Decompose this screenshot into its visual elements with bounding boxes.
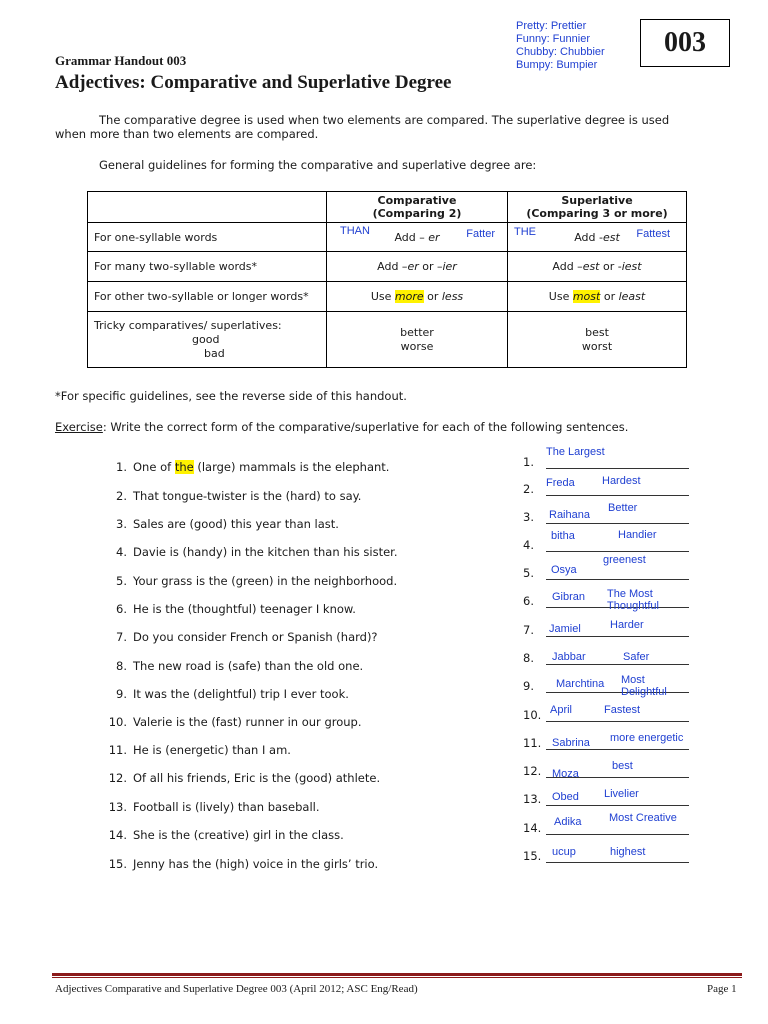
student-name: Obed (552, 791, 579, 803)
list-item (103, 687, 349, 701)
list-item (103, 800, 320, 814)
answer-number: 14. (523, 821, 542, 835)
answer-row (523, 645, 693, 665)
question-text: Sales are (good) this year than last. (133, 517, 339, 531)
answer-word: Handier (618, 529, 657, 541)
rule-word: least (618, 290, 646, 303)
comparative-cell (327, 282, 508, 312)
answer-number: 8. (523, 651, 534, 665)
list-item (103, 460, 389, 474)
list-item (103, 715, 362, 729)
rule-text: Add – (552, 260, 583, 273)
student-name: Adika (554, 816, 582, 828)
question-number: 5. (116, 574, 127, 588)
student-name: Raihana (549, 509, 590, 521)
question-number: 3. (116, 517, 127, 531)
question-number: 7. (116, 630, 127, 644)
rule-text: Use (548, 290, 573, 303)
rule-text: or (423, 290, 442, 303)
rule-text: or (600, 290, 619, 303)
answer-word: Livelier (604, 788, 639, 800)
answer-line (546, 635, 689, 637)
student-name: ucup (552, 846, 576, 858)
question-number: 2. (116, 489, 127, 503)
irregular-form: best (585, 325, 609, 339)
student-name: Osya (551, 564, 577, 576)
irregular-form: better (400, 325, 434, 339)
question-number: 11. (108, 743, 127, 757)
question-text: One of (133, 460, 175, 474)
answer-row (523, 588, 693, 612)
answer-line (546, 804, 689, 806)
answer-row (523, 673, 693, 698)
answer-word: Safer (623, 651, 650, 663)
highlighted-word: most (572, 290, 601, 303)
answer-word: The Largest (546, 446, 605, 458)
student-name: Marchtina (556, 678, 605, 690)
row-label: For many two-syllable words* (88, 252, 327, 282)
answer-word: Most Creative (609, 812, 677, 824)
suffix-text: iest (621, 260, 642, 273)
rule-text: Use (370, 290, 395, 303)
answer-row (523, 786, 693, 806)
answer-line (546, 578, 689, 580)
question-text: Valerie is the (fast) runner in our group. (133, 715, 362, 729)
question-text: Do you consider French or Spanish (hard)? (133, 630, 378, 644)
answer-word: greenest (603, 554, 646, 566)
intro-text: The comparative degree is used when two elements are compared. The superlative degree is used when more than two elements are compared. (55, 113, 670, 141)
question-number: 12. (108, 771, 127, 785)
row-label (88, 312, 327, 368)
irregular-form: worst (581, 339, 613, 353)
row-label-text: Tricky comparatives/ superlatives: (94, 318, 282, 332)
handout-number-box: 003 (640, 19, 730, 67)
student-name: bitha (551, 530, 575, 542)
question-text: Your grass is the (green) in the neighborhood. (133, 574, 398, 588)
guideline-intro: General guidelines for forming the comparative and superlative degree are: (99, 158, 537, 172)
suffix-text: est (582, 260, 600, 273)
question-number: 10. (108, 715, 127, 729)
question-number: 4. (116, 545, 127, 559)
question-number: 15. (108, 857, 127, 871)
answer-number: 1. (523, 455, 534, 469)
question-text: The new road is (safe) than the old one. (133, 659, 364, 673)
exercise-text: : Write the correct form of the comparative/superlative for each of the following sentences. (102, 420, 629, 434)
table-header-row (88, 192, 687, 223)
answer-row (523, 476, 693, 496)
rule-text: or – (418, 260, 443, 273)
comparative-cell (327, 312, 508, 368)
answer-word: highest (610, 846, 646, 858)
answer-line (546, 720, 689, 722)
question-text: That tongue-twister is the (hard) to say. (133, 489, 362, 503)
comparative-header-line1: Comparative (377, 194, 457, 207)
handwritten-notes (516, 20, 605, 72)
answer-word: Most Delightful (621, 674, 667, 698)
note-line: Bumpy: Bumpier (516, 59, 598, 71)
superlative-cell (508, 252, 687, 282)
handout-code: Grammar Handout 003 (55, 53, 187, 68)
question-number: 13. (108, 800, 127, 814)
answer-row (523, 730, 693, 750)
footer-text: Adjectives Comparative and Superlative Degree 003 (April 2012; ASC Eng/Read) (55, 983, 418, 995)
answer-line (546, 550, 689, 552)
question-text: (large) mammals is the elephant. (193, 460, 390, 474)
answer-row (523, 843, 693, 863)
superlative-cell (508, 282, 687, 312)
suffix-text: er (407, 260, 419, 273)
list-item (103, 857, 378, 871)
exercise-instruction (55, 420, 628, 434)
answer-row (523, 554, 693, 580)
guidelines-table (87, 191, 687, 368)
list-item (103, 574, 397, 588)
answer-word: more energetic (610, 732, 684, 744)
answer-row (523, 446, 693, 469)
answer-line (546, 494, 689, 496)
note-line: Pretty: Prettier (516, 20, 587, 32)
answer-number: 9. (523, 679, 534, 693)
answer-row (523, 702, 693, 722)
highlighted-word: the (174, 460, 194, 474)
answer-number: 3. (523, 510, 534, 524)
handwritten-note: THAN (340, 225, 370, 237)
question-text: Of all his friends, Eric is the (good) athlete. (133, 771, 381, 785)
superlative-cell (508, 223, 687, 252)
suffix-text: ier (442, 260, 457, 273)
comparative-header (327, 192, 508, 223)
question-number: 1. (116, 460, 127, 474)
answer-number: 6. (523, 594, 534, 608)
answer-row (523, 504, 693, 524)
question-text: Jenny has the (high) voice in the girls’ trio. (133, 857, 379, 871)
highlighted-word: more (394, 290, 424, 303)
student-name: Sabrina (552, 737, 590, 749)
question-text: He is (energetic) than I am. (133, 743, 291, 757)
superlative-cell (508, 312, 687, 368)
answer-number: 5. (523, 566, 534, 580)
question-number: 14. (108, 828, 127, 842)
answer-number: 15. (523, 849, 542, 863)
handwritten-note: Fattest (636, 228, 670, 240)
question-number: 6. (116, 602, 127, 616)
suffix-text: est (602, 230, 620, 244)
page-title: Adjectives: Comparative and Superlative Degree (55, 72, 452, 93)
rule-text: or - (599, 260, 622, 273)
intro-paragraph (55, 113, 695, 141)
answer-word: Fastest (604, 704, 641, 716)
answer-number: 4. (523, 538, 534, 552)
list-item (103, 630, 378, 644)
answer-row (523, 617, 693, 637)
student-name: Freda (546, 477, 575, 489)
answer-word: Better (608, 502, 638, 514)
student-name: Gibran (552, 591, 586, 603)
list-item (103, 743, 291, 757)
answer-number: 2. (523, 482, 534, 496)
list-item (103, 659, 363, 673)
footer-divider (52, 977, 742, 978)
list-item (103, 771, 380, 785)
list-item (103, 489, 361, 503)
comparative-header-line2: (Comparing 2) (372, 207, 462, 220)
handwritten-note: Fatter (466, 228, 495, 240)
student-name: April (550, 704, 573, 716)
answer-number: 7. (523, 623, 534, 637)
answer-number: 13. (523, 792, 542, 806)
answer-word: best (612, 760, 633, 772)
rule-text: Add – (377, 260, 408, 273)
answer-line (546, 663, 689, 665)
answer-line (546, 833, 689, 835)
answer-word: Harder (610, 619, 644, 631)
list-item (103, 828, 344, 842)
answer-number: 10. (523, 708, 542, 722)
footer-divider (52, 973, 742, 976)
table-row (88, 252, 687, 282)
student-name: Jabbar (552, 651, 586, 663)
note-line: Chubby: Chubbier (516, 46, 605, 58)
question-text: Davie is (handy) in the kitchen than his sister. (133, 545, 398, 559)
handwritten-note: THE (514, 226, 536, 238)
footnote: *For specific guidelines, see the reverse side of this handout. (55, 389, 407, 403)
comparative-cell (327, 223, 508, 252)
answer-row (523, 812, 693, 835)
row-label: For other two-syllable or longer words* (88, 282, 327, 312)
answer-line (546, 522, 689, 524)
answer-line (546, 861, 689, 863)
suffix-text: er (428, 230, 440, 244)
exercise-label: Exercise (55, 420, 103, 434)
answer-row (523, 529, 693, 552)
rule-text: Add – (394, 230, 429, 244)
superlative-header-line1: Superlative (561, 194, 633, 207)
table-row (88, 223, 687, 252)
table-corner-cell (88, 192, 327, 223)
question-text: He is the (thoughtful) teenager I know. (133, 602, 356, 616)
question-text: She is the (creative) girl in the class. (133, 828, 344, 842)
student-name: Moza (552, 768, 579, 780)
superlative-header-line2: (Comparing 3 or more) (526, 207, 668, 220)
row-label: For one-syllable words (88, 223, 327, 252)
row-label-sub: good (192, 332, 220, 346)
rule-word: less (441, 290, 464, 303)
answer-word: Hardest (602, 475, 641, 487)
answer-row (523, 758, 693, 778)
table-row (88, 312, 687, 368)
question-text: Football is (lively) than baseball. (133, 800, 320, 814)
page-number: Page 1 (707, 983, 737, 995)
comparative-cell (327, 252, 508, 282)
list-item (103, 517, 339, 531)
question-text: It was the (delightful) trip I ever took. (133, 687, 349, 701)
answer-line (546, 467, 689, 469)
row-label-sub: bad (204, 346, 225, 360)
list-item (103, 545, 398, 559)
student-name: Jamiel (549, 623, 581, 635)
answer-number: 11. (523, 736, 542, 750)
question-number: 8. (116, 659, 127, 673)
list-item (103, 602, 356, 616)
table-row (88, 282, 687, 312)
irregular-form: worse (400, 339, 434, 353)
superlative-header (508, 192, 687, 223)
question-number: 9. (116, 687, 127, 701)
answer-word: The Most Thoughtful (607, 588, 659, 612)
note-line: Funny: Funnier (516, 33, 590, 45)
answer-number: 12. (523, 764, 542, 778)
rule-text: Add - (574, 230, 603, 244)
